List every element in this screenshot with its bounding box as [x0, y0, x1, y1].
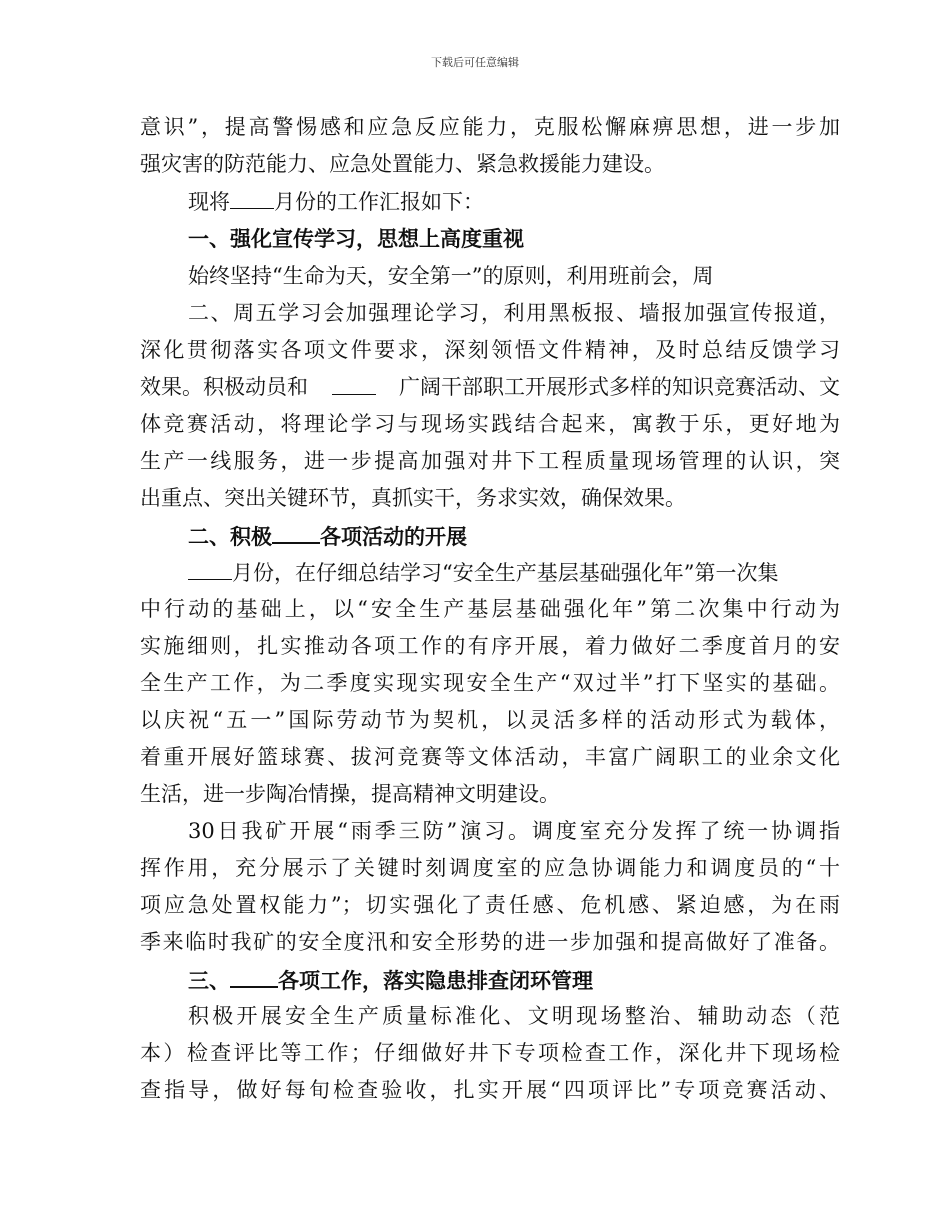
body-line: 中行动的基础上，以“安全生产基层基础强化年”第二次集中行动为: [140, 597, 840, 621]
body-line: 意识”，提高警惕感和应急反应能力，克服松懈麻痹思想，进一步加: [140, 115, 840, 139]
body-text: 现将: [188, 190, 230, 214]
body-line: [188, 186, 840, 216]
body-line: 生活，进一步陶冶情操，提高精神文明建设。: [140, 782, 560, 806]
body-line: 实施细则，扎实推动各项工作的有序开展，着力做好二季度首月的安: [140, 634, 840, 658]
section-heading-2: [188, 520, 840, 550]
body-line: 项应急处置权能力”；切实强化了责任感、危机感、紧迫感，为在雨: [140, 893, 840, 917]
blank-underline: [230, 186, 274, 209]
body-line: 强灾害的防范能力、应急处置能力、紧急救援能力建设。: [140, 152, 665, 176]
body-line: 二、周五学习会加强理论学习，利用黑板报、墙报加强宣传报道，: [188, 301, 840, 325]
body-text: 效果。积极动员和: [140, 375, 308, 399]
body-line: 以庆祝“五一”国际劳动节为契机，以灵活多样的活动形式为载体，: [140, 708, 840, 732]
body-line: 出重点、突出关键环节，真抓实干，务求实效，确保效果。: [140, 486, 686, 510]
body-line: 30日我矿开展“雨季三防”演习。调度室充分发挥了统一协调指: [188, 819, 840, 843]
body-line: 查指导，做好每旬检查验收，扎实开展“四项评比”专项竞赛活动、: [140, 1078, 840, 1102]
blank-underline: [332, 372, 376, 395]
body-line: 生产一线服务，进一步提高加强对井下工程质量现场管理的认识，突: [140, 449, 840, 473]
body-text: 月份的工作汇报如下：: [274, 190, 484, 214]
page-header: 下载后可任意编辑: [431, 56, 519, 69]
body-line: 着重开展好篮球赛、拔河竞赛等文体活动，丰富广阔职工的业余文化: [140, 745, 840, 769]
body-line: 积极开展安全生产质量标准化、文明现场整治、辅助动态（范: [188, 1004, 840, 1028]
body-line: 体竞赛活动，将理论学习与现场实践结合起来，寓教于乐，更好地为: [140, 412, 840, 436]
body-line: 本）检查评比等工作；仔细做好井下专项检查工作，深化井下现场检: [140, 1041, 840, 1065]
heading-text: 各项工作，落实隐患排查闭环管理: [278, 969, 593, 993]
blank-underline: [272, 520, 320, 544]
heading-text: 各项活动的开展: [320, 525, 467, 549]
heading-text: 三、: [188, 969, 230, 993]
body-line: 始终坚持“生命为天，安全第一”的原则，利用班前会，周: [188, 264, 714, 288]
body-line: 全生产工作，为二季度实现实现安全生产“双过半”打下坚实的基础。: [140, 671, 840, 695]
blank-underline: [188, 557, 232, 580]
blank-underline: [230, 964, 278, 988]
body-text: 广阔干部职工开展形式多样的知识竞赛活动、文: [399, 375, 840, 399]
section-heading-3: [188, 964, 840, 994]
body-line: [140, 372, 840, 402]
body-line: 挥作用，充分展示了关键时刻调度室的应急协调能力和调度员的“十: [140, 856, 840, 880]
section-heading-1: 一、强化宣传学习，思想上高度重视: [188, 227, 524, 251]
heading-text: 二、积极: [188, 525, 272, 549]
body-line: 季来临时我矿的安全度汛和安全形势的进一步加强和提高做好了准备。: [140, 930, 840, 954]
body-line: 深化贯彻落实各项文件要求，深刻领悟文件精神，及时总结反馈学习: [140, 338, 840, 362]
body-text: 月份，在仔细总结学习“安全生产基层基础强化年”第一次集: [232, 561, 779, 585]
body-line: [188, 557, 840, 587]
